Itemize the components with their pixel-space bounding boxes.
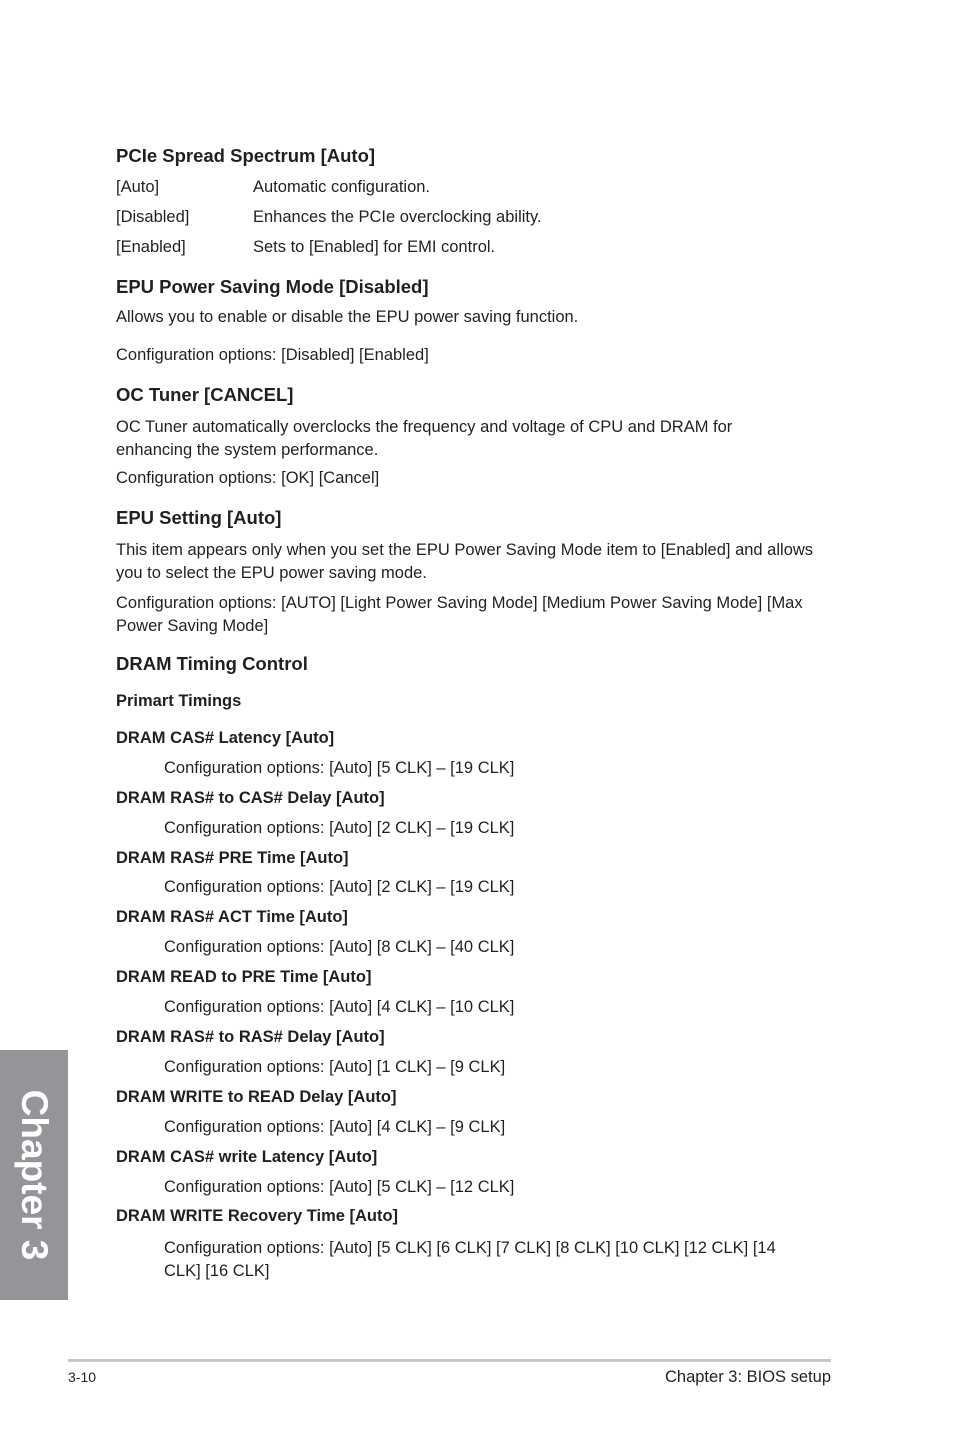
dram-item-title: DRAM RAS# ACT Time [Auto]	[116, 908, 348, 926]
epu-power-saving-config: Configuration options: [Disabled] [Enabled]	[116, 346, 429, 364]
dram-item-config: Configuration options: [Auto] [5 CLK] [6 CLK] [7 CLK] [8 CLK] [10 CLK] [12 CLK] [14 CLK] [16 CLK]	[164, 1239, 776, 1280]
pcie-option-desc: Automatic configuration.	[253, 178, 431, 196]
dram-item-title: DRAM CAS# write Latency [Auto]	[116, 1148, 378, 1166]
dram-timing-control-heading: DRAM Timing Control	[116, 653, 308, 674]
epu-power-saving-heading: EPU Power Saving Mode [Disabled]	[116, 276, 429, 297]
dram-item-config: Configuration options: [Auto] [5 CLK] – [19 CLK]	[164, 759, 515, 777]
oc-tuner-desc: OC Tuner automatically overclocks the frequency and voltage of CPU and DRAM for enhancing the system performance.	[116, 418, 733, 459]
dram-item-config: Configuration options: [Auto] [8 CLK] – [40 CLK]	[164, 938, 515, 956]
dram-item-title: DRAM READ to PRE Time [Auto]	[116, 968, 372, 986]
oc-tuner-config: Configuration options: [OK] [Cancel]	[116, 469, 380, 487]
dram-item-title: DRAM WRITE to READ Delay [Auto]	[116, 1088, 397, 1106]
dram-item-config: Configuration options: [Auto] [2 CLK] – [19 CLK]	[164, 819, 515, 837]
dram-item-config: Configuration options: [Auto] [5 CLK] – [12 CLK]	[164, 1178, 515, 1196]
pcie-option-key: [Auto]	[116, 178, 160, 196]
dram-item-title: DRAM RAS# to CAS# Delay [Auto]	[116, 789, 385, 807]
footer-chapter-title: Chapter 3: BIOS setup	[664, 1368, 831, 1386]
dram-item-config: Configuration options: [Auto] [2 CLK] – [19 CLK]	[164, 878, 515, 896]
dram-item-config: Configuration options: [Auto] [4 CLK] – [9 CLK]	[164, 1118, 506, 1136]
pcie-option-desc: Sets to [Enabled] for EMI control.	[253, 238, 496, 256]
epu-power-saving-desc: Allows you to enable or disable the EPU power saving function.	[116, 308, 579, 326]
epu-setting-heading: EPU Setting [Auto]	[116, 507, 282, 528]
pcie-option-desc: Enhances the PCIe overclocking ability.	[253, 208, 542, 226]
epu-setting-config: Configuration options: [AUTO] [Light Power Saving Mode] [Medium Power Saving Mode] [Max Power Saving Mode]	[116, 594, 803, 635]
primary-timings-subheading: Primart Timings	[116, 692, 242, 710]
page-number: 3-10	[68, 1369, 97, 1385]
footer-rule	[68, 1359, 831, 1362]
epu-setting-desc: This item appears only when you set the EPU Power Saving Mode item to [Enabled] and allows you to select the EPU power saving mode.	[116, 541, 814, 582]
dram-item-config: Configuration options: [Auto] [1 CLK] – [9 CLK]	[164, 1058, 506, 1076]
pcie-spread-spectrum-heading: PCIe Spread Spectrum [Auto]	[116, 145, 376, 166]
dram-item-config: Configuration options: [Auto] [4 CLK] – [10 CLK]	[164, 998, 515, 1016]
dram-item-title: DRAM CAS# Latency [Auto]	[116, 729, 335, 747]
chapter-label: Chapter 3	[14, 1089, 55, 1261]
oc-tuner-heading: OC Tuner [CANCEL]	[116, 384, 294, 405]
dram-item-title: DRAM WRITE Recovery Time [Auto]	[116, 1207, 399, 1225]
pcie-option-key: [Disabled]	[116, 208, 190, 226]
chapter-tab	[0, 1050, 68, 1300]
dram-item-title: DRAM RAS# PRE Time [Auto]	[116, 849, 349, 867]
pcie-option-key: [Enabled]	[116, 238, 186, 256]
dram-item-title: DRAM RAS# to RAS# Delay [Auto]	[116, 1028, 385, 1046]
